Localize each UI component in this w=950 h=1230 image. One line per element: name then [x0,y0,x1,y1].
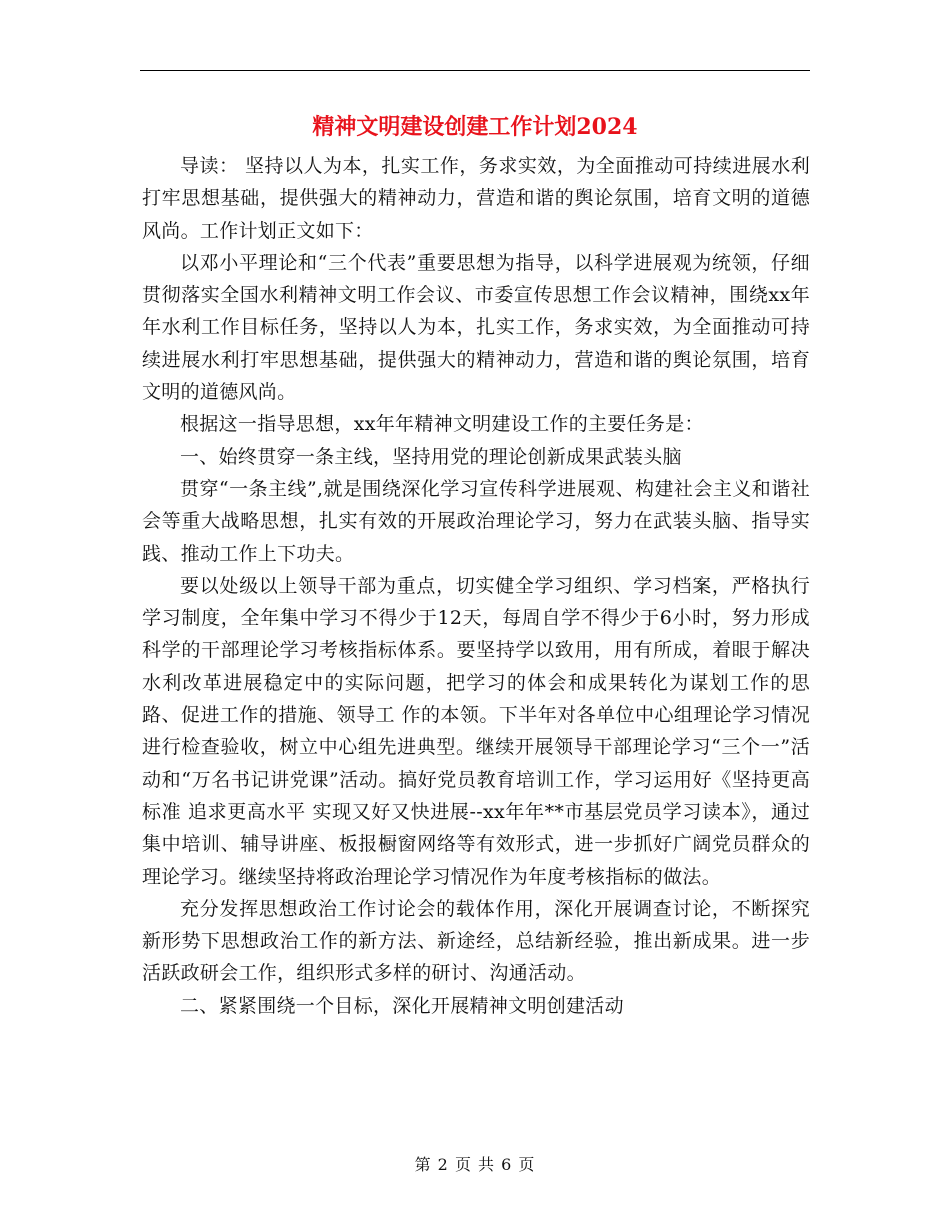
paragraph-leadership-study: 要以处级以上领导干部为重点，切实健全学习组织、学习档案，严格执行学习制度，全年集中学习不得少于12天，每周自学不得少于6小时，努力形成科学的干部理论学习考核指标体系。要坚持学以致用，用有所成，着眼于解决水利改革进展稳定中的实际问题，把学习的体会和成果转化为谋划工作的思路、促进工作的措施、领导工 作的本领。下半年对各单位中心组理论学习情况进行检查验收，树立中心组先进典型。继续开展领导干部理论学习“三个一”活动和“万名书记讲党课”活动。搞好党员教育培训工作，学习运用好《坚持更高标准 追求更高水平 实现又好又快进展--xx年年**市基层党员学习读本》，通过集中培训、辅导讲座、板报橱窗网络等有效形式，进一步抓好广阔党员群众的理论学习。继续坚持将政治理论学习情况作为年度考核指标的做法。 [142,574,810,888]
document-title: 精神文明建设创建工作计划2024 [312,114,638,140]
paragraph-guiding-ideology: 以邓小平理论和“三个代表”重要思想为指导，以科学进展观为统领，仔细贯彻落实全国水利精神文明工作会议、市委宣传思想工作会议精神，围绕xx年年水利工作目标任务，坚持以人为本，扎实工作，务求实效，为全面推动可持续进展水利打牢思想基础，提供强大的精神动力，营造和谐的舆论氛围，培育文明的道德风尚。 [142,251,810,404]
document-body [142,150,810,1022]
section-heading-one: 一、始终贯穿一条主线，坚持用党的理论创新成果武装头脑 [180,445,682,468]
header-rule [140,70,810,71]
paragraph-research-society: 充分发挥思想政治工作讨论会的载体作用，深化开展调查讨论，不断探究新形势下思想政治工作的新方法、新途经，总结新经验，推出新成果。进一步活跃政研会工作，组织形式多样的研讨、沟通活动。 [142,897,810,985]
paragraph-intro: 导读： 坚持以人为本，扎实工作，务求实效，为全面推动可持续进展水利打牢思想基础，提供强大的精神动力，营造和谐的舆论氛围，培育文明的道德风尚。工作计划正文如下： [142,155,810,242]
paragraph-main-line: 贯穿“一条主线”,就是围绕深化学习宣传科学进展观、构建社会主义和谐社会等重大战略思想，扎实有效的开展政治理论学习，努力在武装头脑、指导实践、推动工作上下功夫。 [142,477,810,565]
page-number-footer: 第 2 页 共 6 页 [414,1155,536,1174]
paragraph-main-tasks: 根据这一指导思想，xx年年精神文明建设工作的主要任务是： [180,413,704,436]
section-heading-two: 二、紧紧围绕一个目标，深化开展精神文明创建活动 [180,994,624,1017]
